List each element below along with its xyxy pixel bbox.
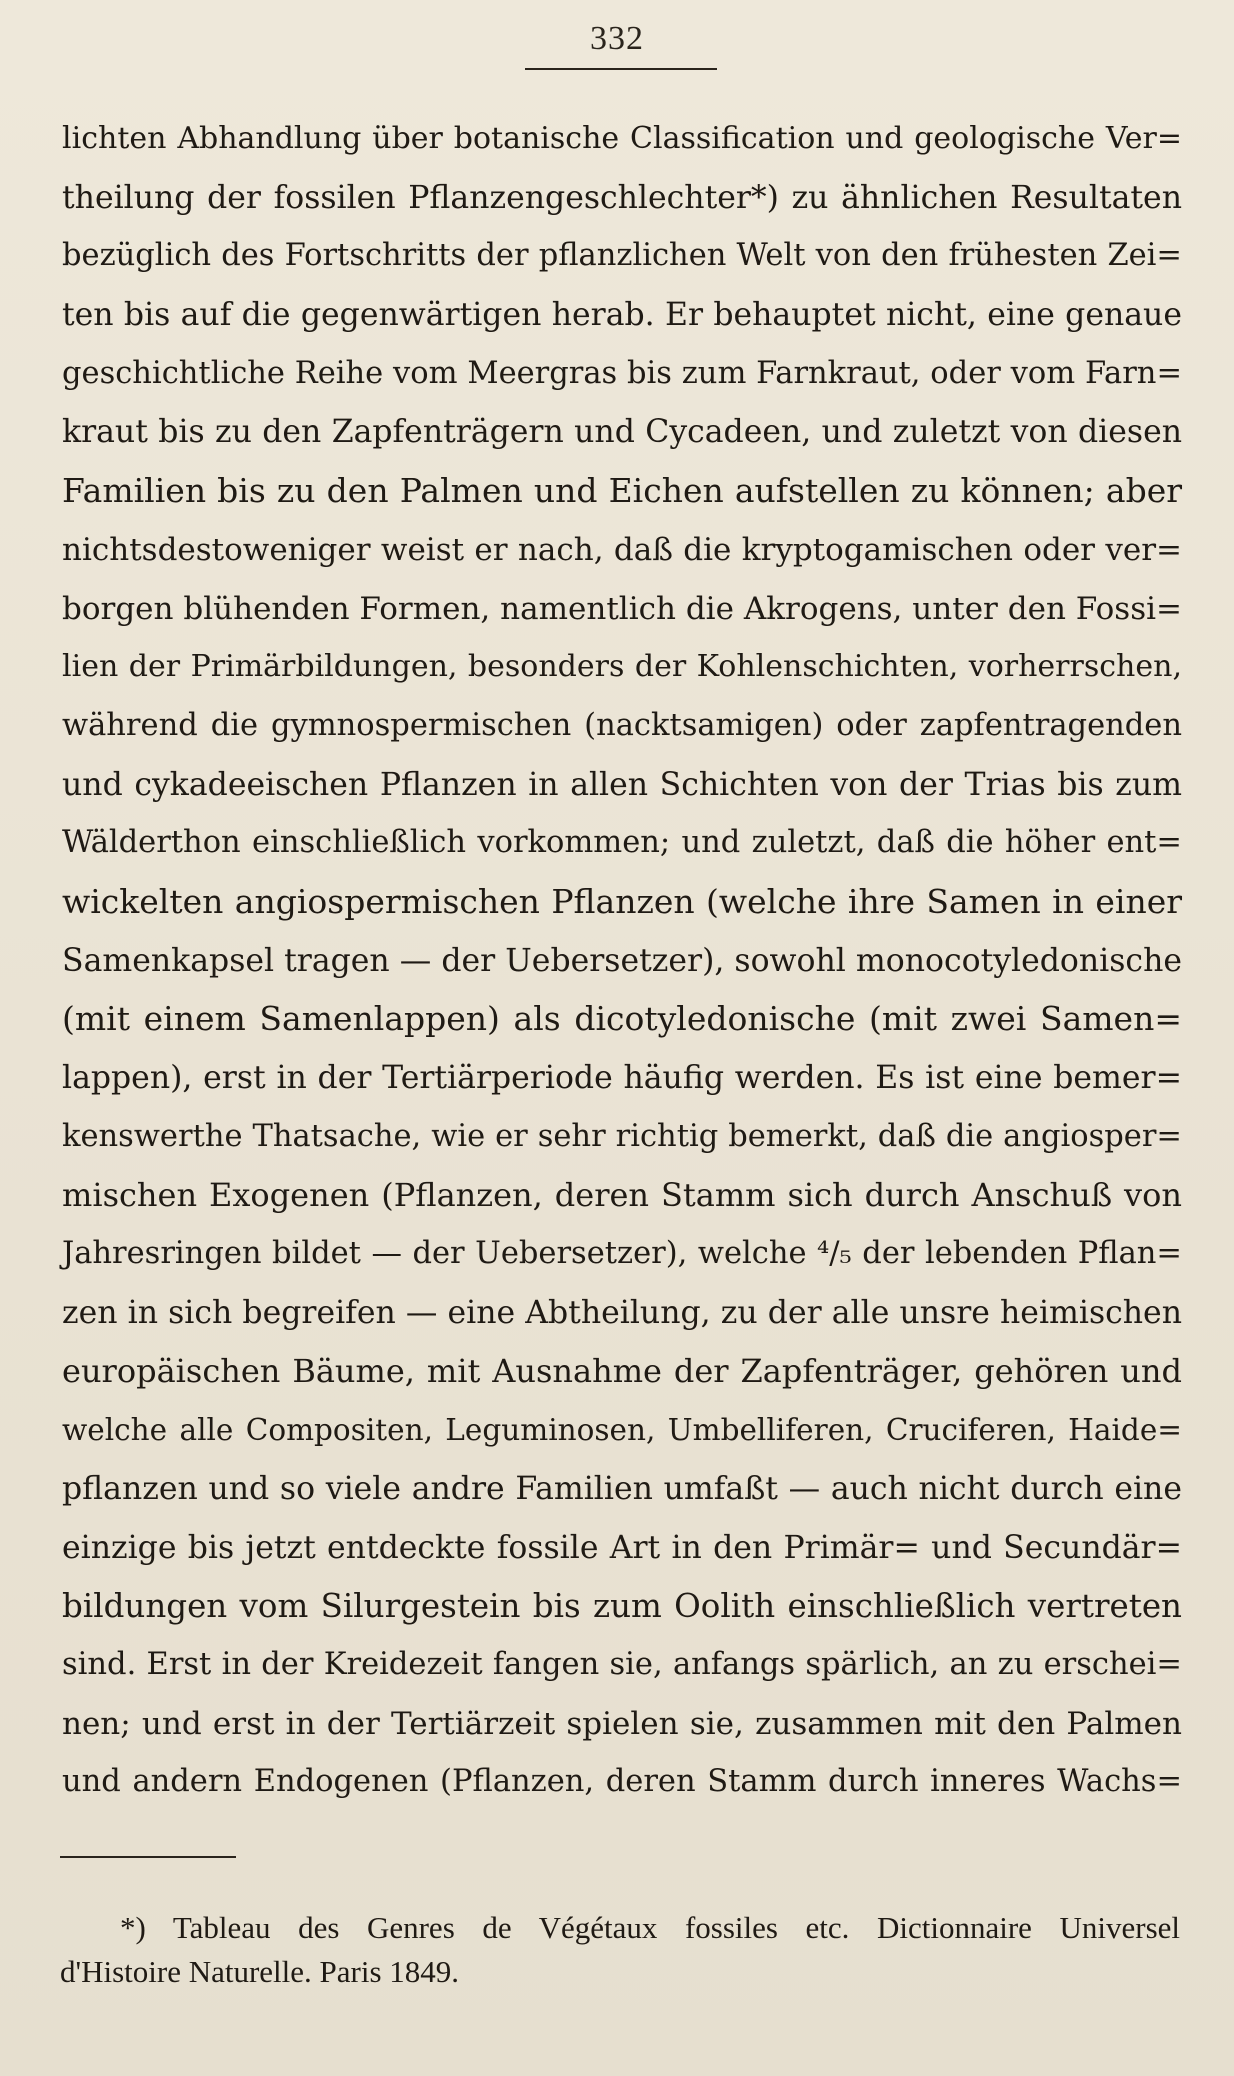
body-line: kenswerthe Thatsache, wie er sehr richtig bemerkt, daß die angiosper= [62,1118,1182,1154]
body-line: pflanzen und so viele andre Familien umfaßt — auch nicht durch eine [62,1470,1182,1507]
body-line: Samenkapsel tragen — der Uebersetzer), sowohl monocotyledonische [62,942,1182,979]
body-line: und cykadeeischen Pflanzen in allen Schichten von der Trias bis zum [62,766,1182,803]
body-line: lien der Primärbildungen, besonders der Kohlenschichten, vorherrschen, [62,649,1182,685]
footnote-line: d'Histoire Naturelle. Paris 1849. [60,1954,460,1989]
body-line: ten bis auf die gegenwärtigen herab. Er behauptet nicht, eine genaue [62,297,1182,334]
body-line: wickelten angiospermischen Pflanzen (welche ihre Samen in einer [62,881,1182,921]
body-line: während die gymnospermischen (nacktsamigen) oder zapfentragenden [62,707,1182,743]
body-line: welche alle Compositen, Leguminosen, Umbelliferen, Cruciferen, Haide= [62,1413,1182,1448]
body-line: (mit einem Samenlappen) als dicotyledonische (mit zwei Samen= [62,999,1182,1039]
body-line: europäischen Bäume, mit Ausnahme der Zapfenträger, gehören und [62,1352,1182,1391]
body-line: einzige bis jetzt entdeckte fossile Art in den Primär= und Secundär= [62,1529,1182,1566]
header-rule [525,68,717,70]
footnote-line: *) Tableau des Genres de Végétaux fossiles etc. Dictionnaire Universel [120,1910,1180,1945]
body-line: Wälderthon einschließlich vorkommen; und zuletzt, daß die höher ent= [62,825,1182,861]
body-line: geschichtliche Reihe vom Meergras bis zum Farnkraut, oder vom Farn= [62,355,1182,391]
body-line: kraut bis zu den Zapfenträgern und Cycadeen, und zuletzt von diesen [62,414,1182,451]
body-line: zen in sich begreifen — eine Abtheilung, zu der alle unsre heimischen [62,1294,1182,1331]
page-number: 332 [590,20,644,57]
footnote [60,1906,1180,1994]
body-line: sind. Erst in der Kreidezeit fangen sie, anfangs spärlich, an zu erschei= [62,1646,1182,1682]
body-line: theilung der fossilen Pflanzengeschlechter*) zu ähnlichen Resultaten [62,179,1182,216]
body-line: lappen), erst in der Tertiärperiode häufig werden. Es ist eine bemer= [62,1060,1182,1096]
body-line: Familien bis zu den Palmen und Eichen aufstellen zu können; aber [62,471,1182,511]
body-line: nen; und erst in der Tertiärzeit spielen sie, zusammen mit den Palmen [62,1705,1182,1742]
body-line: Jahresringen bildet — der Uebersetzer), welche ⁴/₅ der lebenden Pflan= [62,1236,1182,1272]
body-line: lichten Abhandlung über botanische Classification und geologische Ver= [62,121,1182,156]
body-line: und andern Endogenen (Pflanzen, deren Stamm durch inneres Wachs= [62,1764,1182,1800]
body-text [62,110,1182,1812]
body-line: mischen Exogenen (Pflanzen, deren Stamm sich durch Anschuß von [62,1176,1182,1215]
body-line: bezüglich des Fortschritts der pflanzlichen Welt von den frühesten Zei= [62,238,1182,274]
body-line: nichtsdestoweniger weist er nach, daß die kryptogamischen oder ver= [62,531,1182,568]
body-line: borgen blühenden Formen, namentlich die Akrogens, unter den Fossi= [62,590,1182,627]
body-line: bildungen vom Silurgestein bis zum Oolith einschließlich vertreten [62,1587,1182,1626]
footnote-rule [60,1856,236,1858]
